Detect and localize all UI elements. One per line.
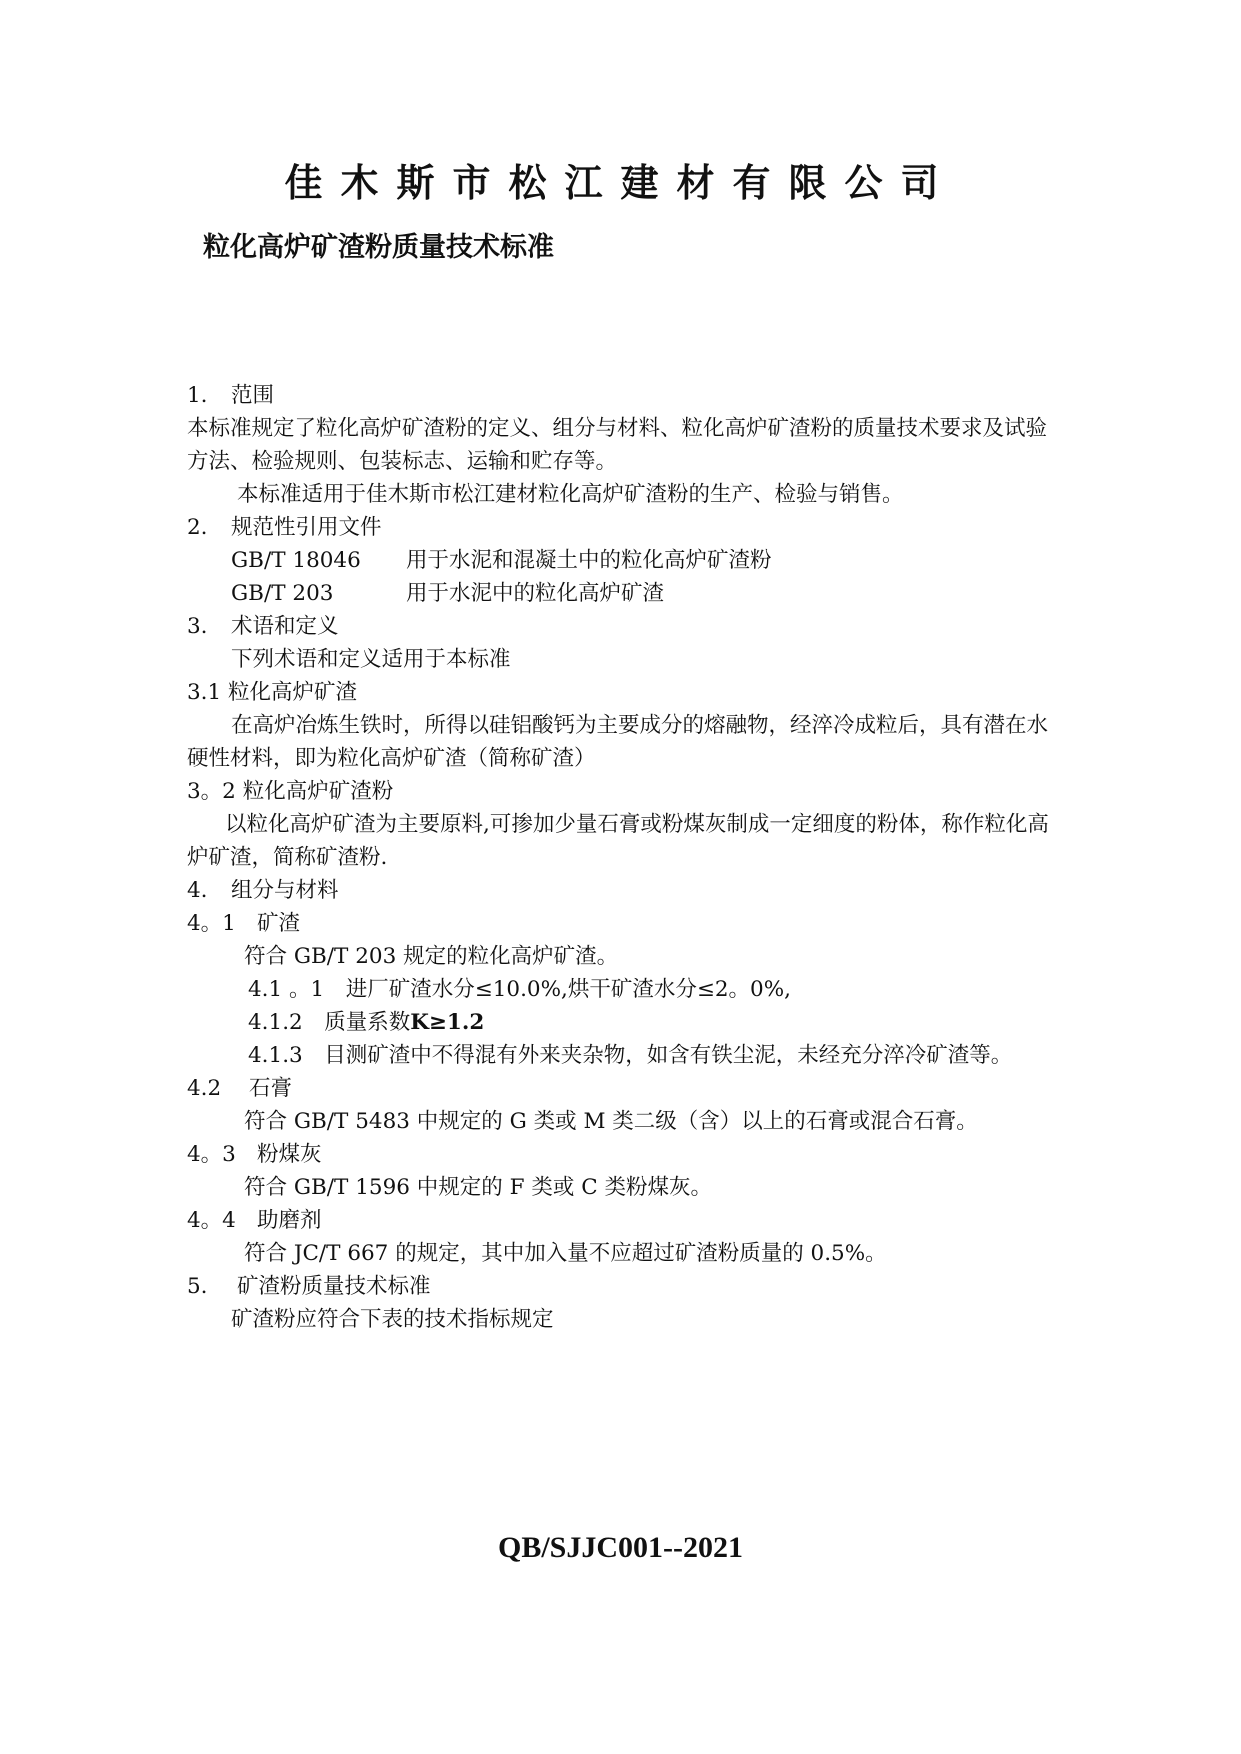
section-heading [187,610,1067,643]
subsection-title: 助磨剂 [257,1208,322,1233]
section-number: 4. [187,878,208,903]
quality-coefficient-label: 4.1.2 质量系数 [248,1010,411,1035]
reference-title: 用于水泥和混凝土中的粒化高炉矿渣粉 [406,548,772,573]
paragraph: 本标准适用于佳木斯市松江建材粒化高炉矿渣粉的生产、检验与销售。 [237,482,904,507]
subsection-heading [187,907,1067,940]
paragraph: 符合 JC/T 667 的规定，其中加入量不应超过矿渣粉质量的 0.5%。 [244,1241,887,1266]
quality-coefficient-value: K≥1.2 [410,1010,485,1035]
reference-code: GB/T 203 [231,581,334,606]
document-body [187,379,1067,1336]
subsection-number: 3.1 [187,680,222,705]
subsection-heading [187,1072,1067,1105]
subsection-number: 4。1 [187,911,236,936]
document-title: 粒化高炉矿渣粉质量技术标准 [203,232,554,263]
reference-item [187,544,1067,577]
standard-code: QB/SJJC001--2021 [497,1531,743,1564]
paragraph: 本标准规定了粒化高炉矿渣粉的定义、组分与材料、粒化高炉矿渣粉的质量技术要求及试验方法、检验规则、包装标志、运输和贮存等。 [187,416,1048,474]
reference-item [187,577,1067,610]
paragraph: 4.1.3 目测矿渣中不得混有外来夹杂物，如含有铁尘泥，未经充分淬冷矿渣等。 [248,1043,1013,1068]
section-title: 规范性引用文件 [231,515,382,540]
subsection-number: 4。3 [187,1142,236,1167]
company-name: 佳木斯市松江建材有限公司 [284,161,957,205]
paragraph: 符合 GB/T 203 规定的粒化高炉矿渣。 [244,944,619,969]
subsection-title: 石膏 [249,1076,293,1101]
paragraph: 符合 GB/T 5483 中规定的 G 类或 M 类二级（含）以上的石膏或混合石膏。 [244,1109,978,1134]
section-number: 5. [187,1274,208,1299]
paragraph: 在高炉冶炼生铁时，所得以硅铝酸钙为主要成分的熔融物，经淬冷成粒后，具有潜在水硬性材料，即为粒化高炉矿渣（简称矿渣） [187,713,1049,771]
subsection-heading [187,1138,1067,1171]
subsection-title: 粒化高炉矿渣 [228,680,358,705]
subsection-heading [187,775,1067,808]
subsection-title: 粉煤灰 [257,1142,322,1167]
paragraph: 下列术语和定义适用于本标准 [231,647,511,672]
subsection-heading [187,1204,1067,1237]
section-heading [187,379,1067,412]
reference-code: GB/T 18046 [231,548,361,573]
subsection-heading [187,676,1067,709]
subsection-number: 4.2 [187,1076,222,1101]
subsection-number: 3。2 [187,779,236,804]
section-number: 3. [187,614,208,639]
section-heading [187,1270,1067,1303]
paragraph: 符合 GB/T 1596 中规定的 F 类或 C 类粉煤灰。 [244,1175,712,1200]
subsection-number: 4。4 [187,1208,236,1233]
paragraph [187,1006,1067,1039]
section-number: 1. [187,383,208,408]
section-title: 术语和定义 [231,614,339,639]
paragraph: 4.1 。1 进厂矿渣水分≤10.0%,烘干矿渣水分≤2。0%, [248,977,791,1002]
subsection-title: 粒化高炉矿渣粉 [242,779,394,804]
reference-title: 用于水泥中的粒化高炉矿渣 [406,581,665,606]
section-title: 矿渣粉质量技术标准 [237,1274,431,1299]
paragraph: 以粒化高炉矿渣为主要原料,可掺加少量石膏或粉煤灰制成一定细度的粉体，称作粒化高炉矿渣，简称矿渣粉. [187,812,1049,870]
section-heading [187,511,1067,544]
section-number: 2. [187,515,208,540]
section-title: 范围 [231,383,275,408]
section-title: 组分与材料 [231,878,339,903]
subsection-title: 矿渣 [257,911,301,936]
paragraph: 矿渣粉应符合下表的技术指标规定 [231,1307,554,1332]
section-heading [187,874,1067,907]
